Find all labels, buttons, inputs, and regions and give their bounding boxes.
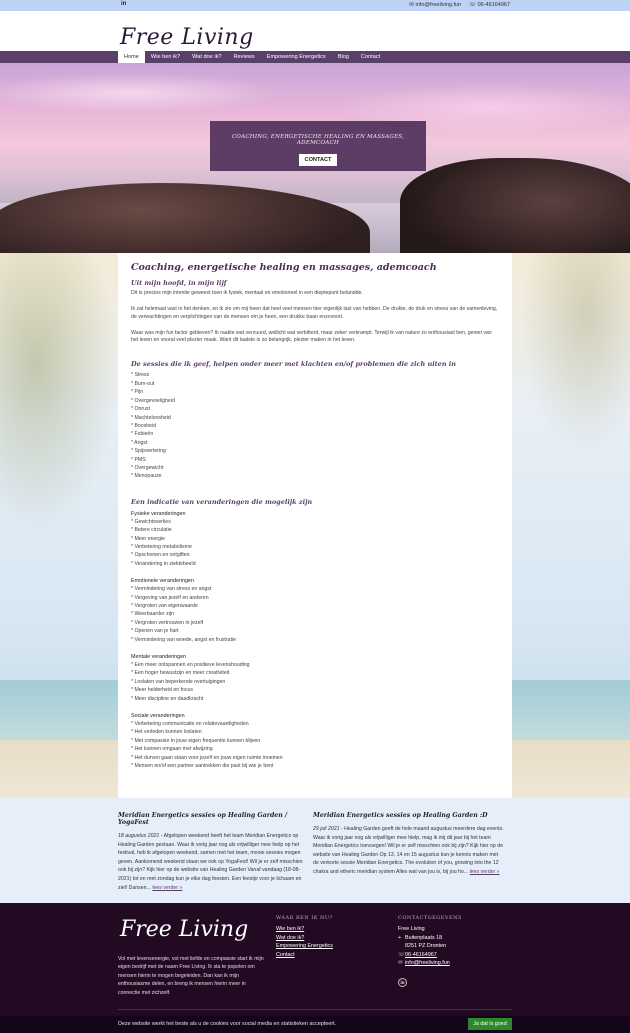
list-item: * Opschonen en ontgiften <box>131 552 190 559</box>
news-title[interactable]: Meridian Energetics sessies op Healing Garden / YogaFest <box>118 812 288 826</box>
news-item <box>118 812 310 892</box>
list-item: * Verbetering communicatie en relatievaardigheden <box>131 721 249 728</box>
footer-logo: Free Living <box>120 917 249 942</box>
footer-address1: ⌖ Buitenplaats 18 <box>398 934 443 941</box>
list-item: * Gewichtsverlies <box>131 518 171 525</box>
physical-title: Fysieke veranderingen <box>131 510 186 517</box>
physical-list <box>131 518 499 568</box>
list-item: * Openen van je hart <box>131 628 179 635</box>
social-list <box>131 720 499 770</box>
footer-nav <box>276 915 333 959</box>
footer-company: Free Living <box>398 926 425 932</box>
hero-rock <box>0 183 370 253</box>
nav-item[interactable]: Home <box>118 51 145 63</box>
footer-divider <box>118 1009 512 1010</box>
list-item: * Boosheid <box>131 422 157 429</box>
linkedin-icon[interactable]: in <box>121 1 127 7</box>
cookie-accept-button[interactable]: Ja dat is goed <box>468 1018 512 1030</box>
nav-item[interactable]: Wat doe ik? <box>192 54 222 60</box>
list-item: * Vergeving van jezelf en anderen <box>131 594 209 601</box>
nav-item[interactable]: Blog <box>337 54 349 60</box>
hero-banner <box>0 63 630 253</box>
footer-nav-heading: WAAR BEN IK NU? <box>276 915 333 921</box>
footer-link[interactable]: Contact <box>276 951 295 958</box>
mental-title: Mentale veranderingen <box>131 654 187 661</box>
phone-icon: ☏ <box>398 951 405 958</box>
changes-heading: Een indicatie van veranderingen die mogelijk zijn <box>131 497 313 506</box>
footer-contact <box>398 915 462 968</box>
footer-link[interactable]: Empowering Energetics <box>276 943 333 950</box>
intro-paragraph: Ik zat helemaal vast in het denken, en ik zie om mij heen dat heel veel mensen hier eigenlijk last van hebben. De drukte, de druk en stress van de samenleving, de verwachtingen en verplichtingen van de mensen om je heen, een drukke baan enzovoort. <box>131 306 498 320</box>
list-item: * Vergroten van eigenwaarde <box>131 603 198 610</box>
list-item: * Verbetering metabolisme <box>131 543 192 550</box>
footer-link[interactable]: Wat doe ik? <box>276 934 305 941</box>
news-date: 18 augustus 2021 <box>118 833 160 839</box>
list-item: * Vermindering van stress en angst <box>131 586 212 593</box>
list-item: * Een meer ontspannen en positieve levenshouding <box>131 662 250 669</box>
top-contact <box>409 2 510 8</box>
news-date: 29 juli 2021 <box>313 826 340 832</box>
main-nav <box>0 51 630 63</box>
top-bar <box>0 0 630 11</box>
footer <box>0 903 630 1033</box>
contact-button[interactable]: CONTACT <box>299 154 338 166</box>
news-text: - Healing Garden geeft de hele maand augustus meerdere dag events. Waar ik vorig jaar nog als vrijwilliger mee hielp, mag ik mij dit jaar bij het team Meridian Energetics toevoegen! Wil je er zelf misschien ook bij zijn? Kijk hier op de website van Healing Garden Op 13, 14 en 15 augustus kun je kennis maken met de verkorte sessie Meridian Energetics. The evolution of you, growing into the 12 chakra and etheric meridian system Alles wat van jou is, bij jou ho... <box>313 826 504 875</box>
top-phone[interactable]: ☏ 06-46164967 <box>469 2 510 8</box>
list-item: * Het durven gaan staan voor jezelf en jouw eigen ruimte innemen <box>131 754 283 761</box>
list-item: * Spijsvertering <box>131 448 166 455</box>
palm-decoration <box>0 253 120 533</box>
list-item: * PMS <box>131 456 146 463</box>
emotional-title: Emotionele veranderingen <box>131 578 194 585</box>
list-item: * Menopauze <box>131 473 162 480</box>
list-item: * Vergroten vertrouwen in jezelf <box>131 619 204 626</box>
hero-tagline: COACHING, ENERGETISCHE HEALING EN MASSAGES, ADEMCOACH <box>231 134 405 146</box>
news-section <box>0 798 630 903</box>
sessions-heading: De sessies die ik geef, helpen onder meer met klachten en/of problemen die zich uiten in <box>131 360 456 369</box>
footer-link[interactable]: Wie ben ik? <box>276 926 305 932</box>
list-item: * Burn-out <box>131 380 155 387</box>
list-item: * Meer helderheid en focus <box>131 687 193 694</box>
read-more-link[interactable]: lees verder » <box>469 868 500 875</box>
list-item: * Een hoger bewustzijn en meer creativiteit <box>131 670 230 677</box>
mental-list <box>131 661 499 703</box>
list-item: * Verandering in ziektebeeld <box>131 560 196 567</box>
nav-item[interactable]: Contact <box>360 54 381 60</box>
footer-phone[interactable]: ☏06-46164967 <box>398 951 437 958</box>
linkedin-icon[interactable]: in <box>398 978 407 987</box>
list-item: * Stress <box>131 372 150 379</box>
mail-icon: ✉ <box>409 2 416 8</box>
hero-callout <box>210 121 426 171</box>
list-item: * Onrust <box>131 406 151 413</box>
footer-email[interactable]: ✉ info@freeliving.fun <box>398 960 450 967</box>
list-item: * Overgewicht <box>131 464 164 471</box>
news-excerpt <box>313 825 505 877</box>
list-item: * Mensen en/of een partner aantrekken die past bij wie je bent <box>131 763 274 770</box>
list-item: * Met compassie in jouw eigen frequentie kunnen blijven <box>131 737 261 744</box>
nav-item[interactable]: Wie ben ik? <box>150 54 181 60</box>
footer-address2: 8251 PZ Dronten <box>405 943 447 950</box>
mail-icon: ✉ <box>398 960 403 967</box>
cookie-bar <box>0 1016 630 1033</box>
location-icon: ⌖ <box>398 934 402 941</box>
nav-list <box>118 51 386 63</box>
intro-paragraph: Dit is precies mijn intentie geweest toen ik fysiek, mentaal en emotioneel in een dieptepunt belandde. <box>131 290 363 296</box>
site-logo[interactable]: Free Living <box>120 25 254 50</box>
nav-item[interactable]: Empowering Energetics <box>266 54 326 60</box>
list-item: * Het kunnen omgaan met afwijzing <box>131 746 213 753</box>
list-item: * Loslaten van beperkende overtuigingen <box>131 678 226 685</box>
complaints-list <box>131 371 499 480</box>
list-item: * Het verleden kunnen loslaten <box>131 729 202 736</box>
list-item: * Fobieën <box>131 431 154 438</box>
page-title: Coaching, energetische healing en massages, ademcoach <box>131 262 437 273</box>
phone-icon: ☏ <box>469 2 478 8</box>
hero-rock <box>400 158 630 253</box>
top-email[interactable]: ✉ info@freeliving.fun <box>409 2 462 8</box>
list-item: * Weerbaarder zijn <box>131 611 174 618</box>
social-title: Sociale veranderingen <box>131 713 185 720</box>
nav-item[interactable]: Reviews <box>233 54 255 60</box>
header <box>0 11 630 51</box>
intro-subtitle: Uit mijn hoofd, in mijn lijf <box>131 279 227 287</box>
main-content <box>118 253 512 798</box>
cookie-text: Deze website werkt het beste als u de cookies voor social media en statistieken accepteert. <box>118 1021 337 1027</box>
list-item: * Meer discipline en daadkracht <box>131 695 204 702</box>
footer-links <box>276 925 333 959</box>
footer-contact-heading: CONTACTGEGEVENS <box>398 915 462 921</box>
read-more-link[interactable]: lees verder » <box>152 884 183 891</box>
news-item <box>313 812 505 877</box>
list-item: * Angst <box>131 439 148 446</box>
list-item: * Betere circulatie <box>131 527 172 534</box>
hero-cloud <box>0 73 280 113</box>
news-title[interactable]: Meridian Energetics sessies op Healing Garden :D <box>313 812 488 819</box>
news-excerpt <box>118 832 310 892</box>
intro-paragraph: Waar was mijn fun factor gebleven? Ik raakte wat verzuurd, wellicht wat verbitterd, maar zeker verkrampt. Terwijl ik van nature zo enthousiast ben, geniet van het leven en vooral veel plezier maak. Want dit laatste is zo belangrijk, plezier maken in het leven. <box>131 329 492 344</box>
footer-description: Vol met levensenergie, vol met liefde en compassie start ik mijn eigen bedrijf met de naam Free Living. Ik sta te popelen om mensen hierin te mogen begeleiden. Dan kan ik mijn enthousiasme delen, en breng ik mensen hierin meer in connectie met zichzelf. <box>118 956 264 996</box>
emotional-list <box>131 585 499 644</box>
palm-decoration <box>520 253 630 453</box>
list-item: * Overgevoeligheid <box>131 397 175 404</box>
list-item: * Machteloosheid <box>131 414 171 421</box>
list-item: * Pijn <box>131 389 144 396</box>
news-text: - Afgelopen weekend heeft het team Meridian Energetics op Healing Garden gestaan. Waar ik vorig jaar nog als vrijwilliger mee hielp op het festival, heb ik afgelopen weekend, samen met het team, mooie sessies mogen geven. Aankomend weekend staan we ook op YogaFest! Wil je er zelf misschien ook bij zijn? Kijk hier op de website van Healing Garden Vanaf vandaag (18-08-2021) tot en met zondag kun je elke dag feesten. Een feestje voor je lichaam en ziel! Dansen... <box>118 833 303 891</box>
list-item: * Vermindering van woede, angst en frustratie <box>131 636 236 643</box>
list-item: * Meer energie <box>131 535 166 542</box>
